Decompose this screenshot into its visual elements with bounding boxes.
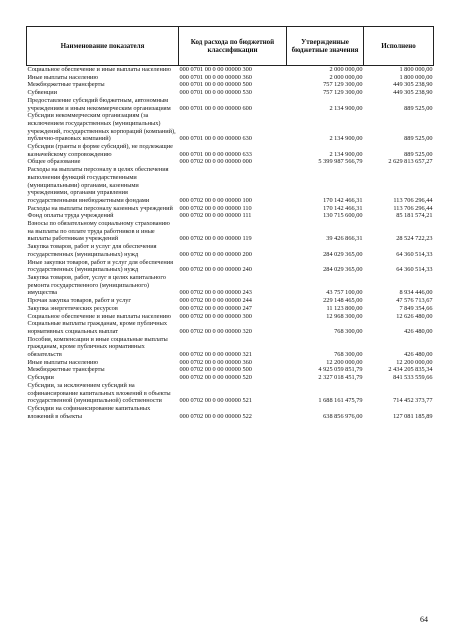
- row-executed-cell: 889 525,00: [404, 150, 433, 158]
- row-name-cell: Закупка товаров, работ и услуг для обеспечения государственных (муниципальных) нужд: [27, 243, 157, 258]
- table-row: [27, 297, 434, 305]
- table-row: [27, 259, 434, 274]
- row-code-cell: 000 0702 00 0 00 00000 111: [179, 212, 252, 220]
- row-name-cell: Иные выплаты населению: [27, 358, 99, 366]
- row-code-cell: 000 0702 00 0 00 00000 247: [179, 304, 252, 312]
- row-approved-cell: 43 757 100,00: [326, 289, 363, 297]
- row-approved-cell: 2 134 900,00: [329, 150, 363, 158]
- row-code-cell: 000 0702 00 0 00 00000 110: [179, 204, 252, 212]
- row-name-cell: Субсидии на софинансирование капитальных вложений в объекты: [27, 404, 151, 420]
- row-approved-cell: 170 142 466,31: [323, 204, 363, 212]
- row-approved-cell: 229 148 465,00: [323, 297, 363, 305]
- row-executed-cell: 841 533 559,66: [393, 374, 433, 382]
- table-row: [27, 366, 434, 374]
- row-approved-cell: 5 399 987 566,79: [318, 158, 363, 166]
- row-code-cell: 000 0702 00 0 00 00000 521: [179, 397, 252, 405]
- table-row: [27, 320, 434, 335]
- row-approved-cell: 11 123 800,00: [326, 304, 363, 312]
- row-approved-cell: 768 300,00: [334, 327, 363, 335]
- row-executed-cell: 2 434 205 835,34: [388, 366, 433, 374]
- row-code-cell: 000 0701 00 0 00 00000 633: [179, 150, 252, 158]
- row-executed-cell: 2 629 813 657,27: [388, 158, 433, 166]
- row-executed-cell: 64 360 514,33: [396, 266, 433, 274]
- table-row: [27, 66, 434, 74]
- row-executed-cell: 8 934 446,00: [399, 289, 433, 297]
- row-code-cell: 000 0702 00 0 00 00000 320: [179, 327, 252, 335]
- row-executed-cell: 12 200 000,00: [396, 358, 433, 366]
- row-code-cell: 000 0702 00 0 00 00000 244: [179, 297, 252, 305]
- row-name-cell: Субсидии некоммерческим организациям (за исключением государственных (муниципальных) учреждений, государственных корпораций (компаний), публично-правовых компаний): [27, 112, 176, 143]
- row-approved-cell: 757 129 300,00: [323, 81, 363, 89]
- row-approved-cell: 1 688 161 475,79: [318, 397, 363, 405]
- row-code-cell: 000 0702 00 0 00 00000 119: [179, 235, 252, 243]
- row-name-cell: Прочая закупка товаров, работ и услуг: [27, 297, 131, 305]
- table-row: [27, 374, 434, 382]
- row-name-cell: Социальные выплаты гражданам, кроме публичных нормативных социальных выплат: [27, 320, 167, 335]
- row-approved-cell: 2 000 000,00: [329, 66, 363, 73]
- row-name-cell: Субсидии (гранты в форме субсидий), не подлежащие казначейскому сопровождению: [27, 143, 173, 158]
- row-code-cell: 000 0701 00 0 00 00000 300: [179, 66, 252, 73]
- row-code-cell: 000 0702 00 0 00 00000 200: [179, 250, 252, 258]
- row-executed-cell: 1 800 000,00: [399, 73, 433, 81]
- table-row: [27, 143, 434, 158]
- row-approved-cell: 284 029 365,00: [323, 250, 363, 258]
- row-name-cell: Закупка товаров, работ, услуг в целях капитального ремонта государственного (муниципального) имущества: [27, 273, 166, 297]
- header-executed: Исполнено: [364, 27, 434, 66]
- table-row: [27, 89, 434, 97]
- row-name-cell: Фонд оплаты труда учреждений: [27, 212, 114, 220]
- row-name-cell: Иные выплаты населению: [27, 73, 99, 81]
- table-row: [27, 359, 434, 367]
- row-name-cell: Предоставление субсидий бюджетным, автономным учреждениям и иным некоммерческим организациям: [27, 96, 171, 112]
- row-name-cell: Иные закупки товаров, работ и услуг для обеспечения государственных (муниципальных) нужд: [27, 258, 174, 274]
- row-approved-cell: 4 925 059 851,79: [318, 366, 363, 374]
- row-approved-cell: 284 029 365,00: [323, 266, 363, 274]
- row-executed-cell: 47 576 713,67: [396, 297, 433, 305]
- row-approved-cell: 170 142 466,31: [323, 196, 363, 204]
- row-executed-cell: 714 452 373,77: [393, 397, 433, 405]
- row-name-cell: Закупка энергетических ресурсов: [27, 304, 118, 312]
- row-code-cell: 000 0701 00 0 00 00000 630: [179, 135, 252, 143]
- row-approved-cell: 2 327 018 451,79: [318, 374, 363, 382]
- row-code-cell: 000 0702 00 0 00 00000 240: [179, 266, 252, 274]
- row-code-cell: 000 0702 00 0 00 00000 300: [179, 312, 252, 320]
- budget-table: [26, 26, 434, 420]
- row-name-cell: Расходы на выплаты персоналу казенных учреждений: [27, 204, 173, 212]
- header-name: Наименование показателя: [27, 27, 179, 66]
- table-row: [27, 205, 434, 213]
- table-body: [27, 66, 434, 421]
- row-executed-cell: 127 081 185,89: [393, 412, 433, 420]
- row-name-cell: Взносы по обязательному социальному страхованию на выплаты по оплате труда работников и иные выплаты работникам учреждений: [27, 220, 170, 243]
- row-approved-cell: 638 856 976,00: [323, 412, 363, 420]
- row-executed-cell: 449 305 238,90: [393, 89, 433, 97]
- row-approved-cell: 2 134 900,00: [329, 104, 363, 112]
- row-executed-cell: 12 626 480,00: [396, 312, 433, 320]
- page-number: 64: [420, 615, 428, 624]
- row-executed-cell: 64 360 514,33: [396, 250, 433, 258]
- row-name-cell: Пособия, компенсации и иные социальные выплаты гражданам, кроме публичных нормативных обязательств: [27, 335, 168, 359]
- table-row: [27, 313, 434, 321]
- row-name-cell: Общее образование: [27, 158, 81, 166]
- row-code-cell: 000 0702 00 0 00 00000 360: [179, 358, 252, 366]
- row-code-cell: 000 0701 00 0 00 00000 360: [179, 73, 252, 81]
- table-row: [27, 158, 434, 166]
- table-row: [27, 81, 434, 89]
- row-approved-cell: 12 968 300,00: [326, 312, 363, 320]
- table-row: [27, 166, 434, 205]
- row-executed-cell: 889 525,00: [404, 104, 433, 112]
- row-code-cell: 000 0702 00 0 00 00000 500: [179, 366, 252, 374]
- row-executed-cell: 113 706 296,44: [393, 204, 433, 212]
- row-code-cell: 000 0702 00 0 00 00000 522: [179, 412, 252, 420]
- row-name-cell: Расходы на выплаты персоналу в целях обеспечения выполнения функций государственными (муниципальными) органами, казенными учреждениями, органами управления государственными внебюджетными фондами: [27, 166, 169, 204]
- table-row: [27, 336, 434, 359]
- row-code-cell: 000 0702 00 0 00 00000 321: [179, 351, 252, 359]
- row-executed-cell: 889 525,00: [404, 135, 433, 143]
- table-row: [27, 405, 434, 420]
- row-name-cell: Социальное обеспечение и иные выплаты населению: [27, 66, 171, 73]
- table-row: [27, 220, 434, 243]
- row-code-cell: 000 0702 00 0 00 00000 100: [179, 196, 252, 204]
- row-approved-cell: 39 426 866,31: [326, 235, 363, 243]
- row-name-cell: Социальное обеспечение и иные выплаты населению: [27, 312, 171, 320]
- table-row: [27, 74, 434, 82]
- row-executed-cell: 1 800 000,00: [399, 66, 433, 73]
- row-approved-cell: 2 000 000,00: [329, 73, 363, 81]
- table-row: [27, 382, 434, 405]
- row-executed-cell: 28 524 722,23: [396, 235, 433, 243]
- row-name-cell: Субвенции: [27, 89, 58, 97]
- row-approved-cell: 130 715 600,00: [323, 212, 363, 220]
- row-executed-cell: 426 480,00: [404, 351, 433, 359]
- row-approved-cell: 12 200 000,00: [326, 358, 363, 366]
- row-code-cell: 000 0701 00 0 00 00000 500: [179, 81, 252, 89]
- table-header-row: [27, 27, 434, 66]
- row-approved-cell: 757 129 300,00: [323, 89, 363, 97]
- table-row: [27, 97, 434, 112]
- table-row: [27, 112, 434, 143]
- row-name-cell: Межбюджетные трансферты: [27, 81, 105, 89]
- row-executed-cell: 449 305 238,90: [393, 81, 433, 89]
- row-executed-cell: 426 480,00: [404, 327, 433, 335]
- row-code-cell: 000 0702 00 0 00 00000 243: [179, 289, 252, 297]
- row-code-cell: 000 0702 00 0 00 00000 000: [179, 158, 252, 166]
- row-executed-cell: 7 849 354,66: [399, 304, 433, 312]
- row-executed-cell: 113 706 296,44: [393, 196, 433, 204]
- row-name-cell: Межбюджетные трансферты: [27, 366, 105, 374]
- row-executed-cell: 85 181 574,21: [396, 212, 433, 220]
- table-row: [27, 274, 434, 297]
- header-code: Код расхода по бюджетной классификации: [179, 27, 287, 66]
- row-approved-cell: 768 300,00: [334, 351, 363, 359]
- header-approved: Утвержденные бюджетные значения: [287, 27, 364, 66]
- row-code-cell: 000 0702 00 0 00 00000 520: [179, 374, 252, 382]
- row-name-cell: Субсидии, за исключением субсидий на софинансирование капитальных вложений в объекты государственной (муниципальной) собственности: [27, 381, 171, 405]
- row-approved-cell: 2 134 900,00: [329, 135, 363, 143]
- row-code-cell: 000 0701 00 0 00 00000 530: [179, 89, 252, 97]
- row-code-cell: 000 0701 00 0 00 00000 600: [179, 104, 252, 112]
- table-row: [27, 212, 434, 220]
- table-row: [27, 243, 434, 258]
- row-name-cell: Субсидии: [27, 374, 54, 382]
- table-row: [27, 305, 434, 313]
